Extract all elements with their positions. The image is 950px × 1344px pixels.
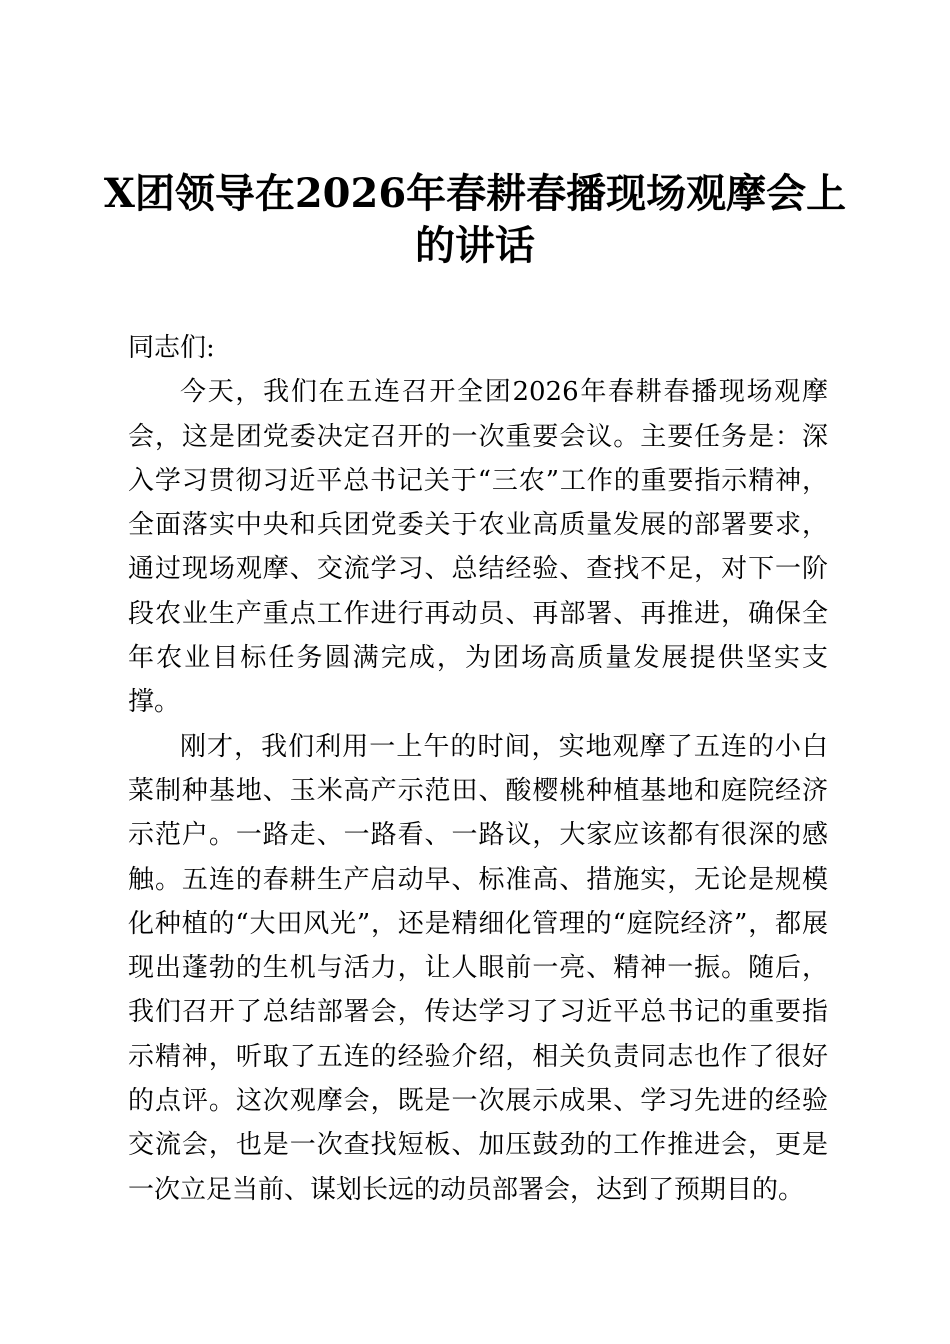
document-title: X团领导在2026年春耕春播现场观摩会上的讲话 bbox=[103, 170, 847, 269]
paragraph-2: 刚才，我们利用一上午的时间，实地观摩了五连的小白菜制种基地、玉米高产示范田、酸樱桃种植基地和庭院经济示范户。一路走、一路看、一路议，大家应该都有很深的感触。五连的春耕生产启动早、标准高、措施实，无论是规模化种植的“大田风光”，还是精细化管理的“庭院经济”，都展现出蓬勃的生机与活力，让人眼前一亮、精神一振。随后，我们召开了总结部署会，传达学习了习近平总书记的重要指示精神，听取了五连的经验介绍，相关负责同志也作了很好的点评。这次观摩会，既是一次展示成果、学习先进的经验交流会，也是一次查找短板、加压鼓劲的工作推进会，更是一次立足当前、谋划长远的动员部署会，达到了预期目的。 bbox=[128, 731, 828, 1205]
salutation: 同志们: bbox=[128, 333, 215, 363]
paragraph-1: 今天，我们在五连召开全团2026年春耕春播现场观摩会，这是团党委决定召开的一次重要会议。主要任务是：深入学习贯彻习近平总书记关于“三农”工作的重要指示精神，全面落实中央和兵团党委关于农业高质量发展的部署要求，通过现场观摩、交流学习、总结经验、查找不足，对下一阶段农业生产重点工作进行再动员、再部署、再推进，确保全年农业目标任务圆满完成，为团场高质量发展提供坚实支撑。 bbox=[128, 377, 828, 718]
document-body bbox=[128, 326, 828, 1212]
